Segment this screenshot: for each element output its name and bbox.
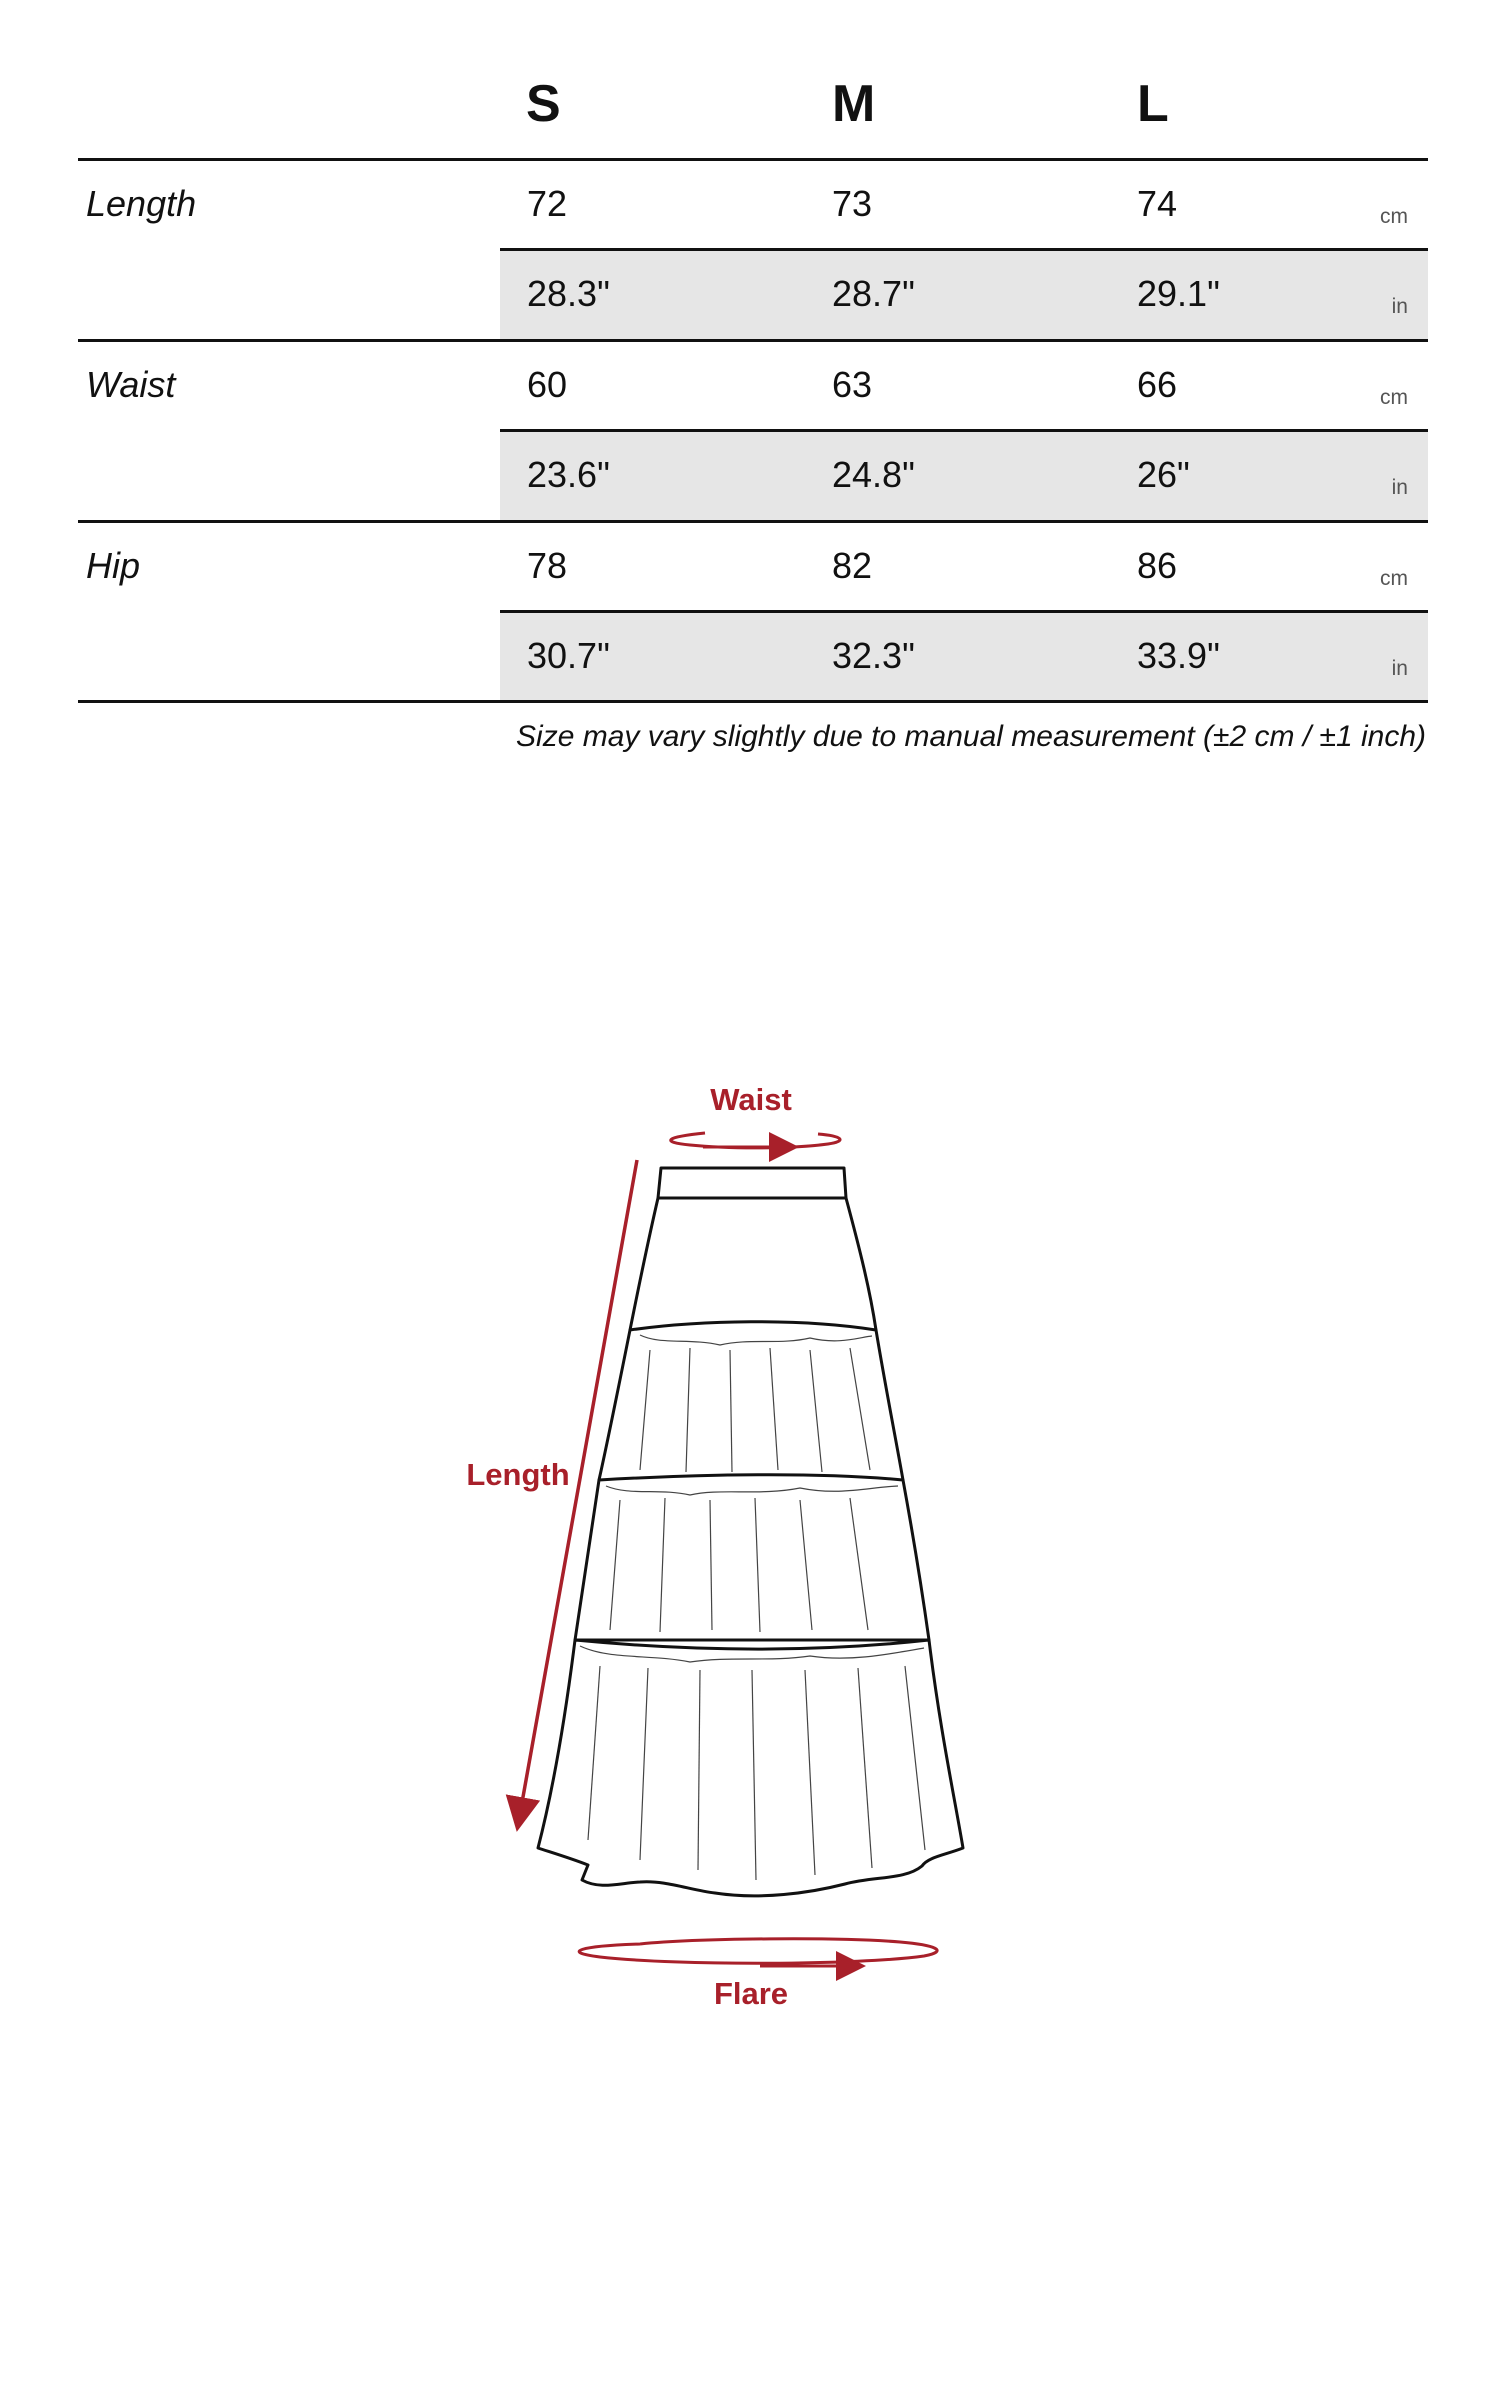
waist-cm-s: 60 [527, 364, 568, 405]
waist-in-l: 26" [1137, 454, 1190, 495]
length-label: Length [466, 1457, 570, 1492]
skirt-outline [538, 1168, 963, 1896]
table-rule-waist-bottom [78, 520, 1428, 523]
length-in-s: 28.3" [527, 273, 610, 314]
row-label-length: Length [86, 183, 197, 224]
table-rule-top [78, 158, 1428, 161]
row-label-hip: Hip [86, 545, 141, 586]
hip-cm-s: 78 [527, 545, 568, 586]
size-header-m: M [832, 75, 876, 133]
row-label-waist: Waist [86, 364, 176, 405]
length-unit-in: in [1391, 295, 1408, 318]
skirt-diagram-svg [0, 1000, 1500, 2060]
hip-in-m: 32.3" [832, 635, 915, 676]
hip-in-s: 30.7" [527, 635, 610, 676]
waist-cm-l: 66 [1137, 364, 1178, 405]
table-rule-length-bottom [78, 339, 1428, 342]
hip-cm-l: 86 [1137, 545, 1178, 586]
length-in-m: 28.7" [832, 273, 915, 314]
waist-in-m: 24.8" [832, 454, 915, 495]
waist-in-s: 23.6" [527, 454, 610, 495]
row-shade-hip-in [500, 612, 1428, 702]
length-cm-m: 73 [832, 183, 873, 224]
table-rule-hip-mid [500, 610, 1428, 613]
hip-unit-cm: cm [1380, 567, 1408, 590]
waist-cm-m: 63 [832, 364, 873, 405]
length-in-l: 29.1" [1137, 273, 1220, 314]
flare-arrow [579, 1939, 937, 1963]
waist-label: Waist [710, 1082, 792, 1117]
size-table [0, 0, 1500, 760]
length-unit-cm: cm [1380, 205, 1408, 228]
table-rule-waist-mid [500, 429, 1428, 432]
flare-label: Flare [713, 1976, 789, 2011]
hip-in-l: 33.9" [1137, 635, 1220, 676]
length-cm-l: 74 [1137, 183, 1178, 224]
row-shade-waist-in [500, 431, 1428, 521]
size-header-l: L [1137, 75, 1169, 133]
row-shade-length-in [500, 250, 1428, 340]
skirt-diagram [0, 1000, 1500, 2060]
hip-cm-m: 82 [832, 545, 873, 586]
table-rule-bottom [78, 700, 1428, 703]
length-cm-s: 72 [527, 183, 568, 224]
measurement-note: Size may vary slightly due to manual measurement (±2 cm / ±1 inch) [516, 720, 1426, 753]
waist-unit-cm: cm [1380, 386, 1408, 409]
table-rule-length-mid [500, 248, 1428, 251]
size-header-s: S [526, 75, 561, 133]
waist-unit-in: in [1391, 476, 1408, 499]
hip-unit-in: in [1391, 657, 1408, 680]
